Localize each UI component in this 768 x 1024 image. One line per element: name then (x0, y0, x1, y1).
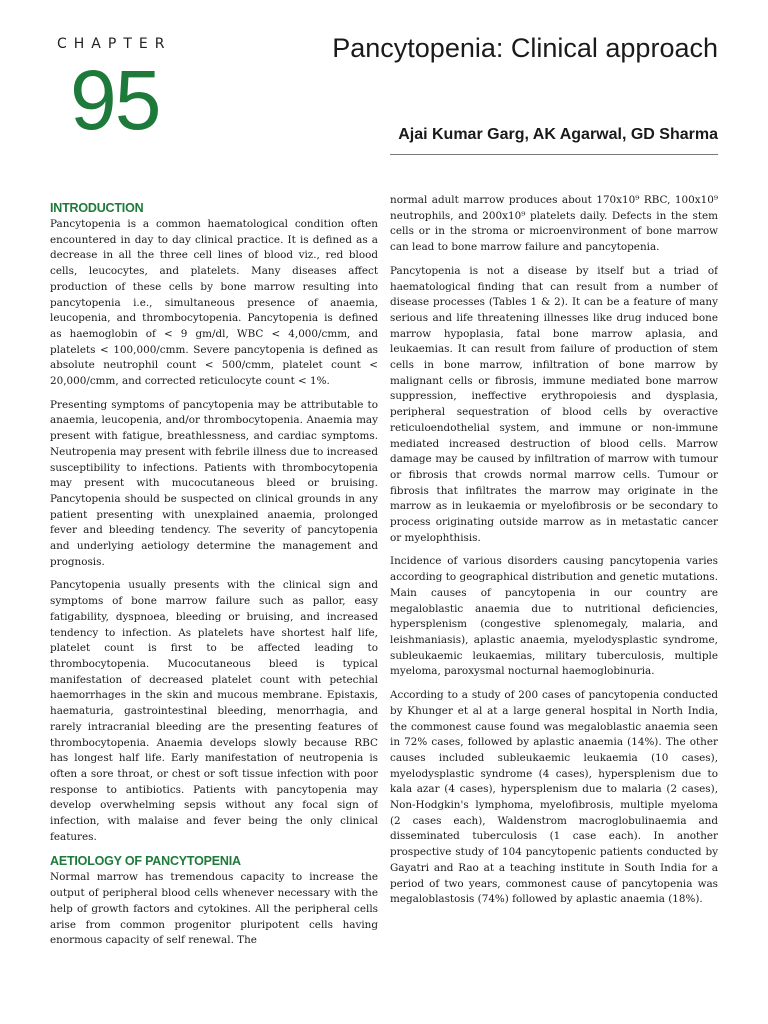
introduction-heading: INTRODUCTION (50, 201, 144, 215)
right-paragraph-1: normal adult marrow produces about 170x10⁹ RBC, 100x10⁹ neutrophils, and 200x10⁹ platelets daily. Defects in the stem cells or in the stroma or microenvironment of bone marrow can lead to bone marrow failure and pancytopenia. (390, 194, 718, 254)
right-paragraph-3: Incidence of various disorders causing pancytopenia varies according to geographical distribution and genetic mutations. Main causes of pancytopenia in our country are megaloblastic anaemia due to nutritional deficiencies, hypersplenism (congestive splenomegaly, malaria, and leishmaniasis), aplastic anaemia, myelodysplastic syndrome, subleukaemic leukaemias, military tuberculosis, multiple myeloma, paroxysmal nocturnal haemoglobinuria. (390, 555, 718, 678)
chapter-title: Pancytopenia: Clinical approach (332, 33, 718, 63)
left-column (50, 193, 378, 1004)
aetiology-paragraph-1: Normal marrow has tremendous capacity to increase the output of peripheral blood cells whenever necessary with the help of growth factors and cytokines. All the peripheral cells arise from common progenitor pluripotent cells having enormous capacity of self renewal. The (50, 871, 378, 947)
right-column (390, 193, 718, 1004)
intro-paragraph-2: Presenting symptoms of pancytopenia may be attributable to anaemia, leucopenia, and/or thrombocytopenia. Anaemia may present with fatigue, breathlessness, and cardiac symptoms. Neutropenia may present with febrile illness due to increased susceptibility to infections. Patients with thrombocytopenia may present with mucocutaneous bleed or bruising. Pancytopenia should be suspected on clinical grounds in any patient presenting with unexplained anaemia, prolonged fever and bleeding tendency. The severity of pancytopenia and underlying aetiology determine the management and prognosis. (50, 398, 378, 568)
intro-paragraph-1: Pancytopenia is a common haematological condition often encountered in day to day clinical practice. It is defined as a decrease in all the three cell lines of blood viz., red blood cells, leucocytes, and platelets. Many diseases affect production of these cells by bone marrow resulting into pancytopenia i.e., simultaneous presence of anaemia, leucopenia, and thrombocytopenia. Pancytopenia is defined as haemoglobin of < 9 gm/dl, WBC < 4,000/cmm, and platelets < 100,000/cmm. Severe pancytopenia is defined as absolute neutrophil count < 500/cmm, platelet count < 20,000/cmm, and corrected reticulocyte count < 1%. (50, 218, 378, 388)
aetiology-heading: AETIOLOGY OF PANCYTOPENIA (50, 854, 241, 869)
chapter-label: CHAPTER (57, 36, 172, 52)
chapter-number: 95 (70, 53, 160, 147)
right-paragraph-4: According to a study of 200 cases of pancytopenia conducted by Khunger et al at a large general hospital in North India, the commonest cause found was megaloblastic anaemia seen in 72% cases, followed by aplastic anaemia (14%). The other causes included subleukaemic leukaemia (10 cases), myelodysplastic syndrome (4 cases), hypersplenism due to kala azar (4 cases), hypersplenism due to malaria (2 cases), Non-Hodgkin's lymphoma, myelofibrosis, multiple myeloma (2 cases each), Waldenstrom macroglobulinaemia and disseminated tuberculosis (1 case each). In another prospective study of 104 pancytopenic patients conducted by Gayatri and Rao at a teaching institute in South India for a period of two years, commonest cause of pancytopenia was megaloblastosis (74%) followed by aplastic anaemia (18%). (390, 689, 718, 906)
authors: Ajai Kumar Garg, AK Agarwal, GD Sharma (398, 126, 718, 143)
title-divider (390, 154, 718, 155)
right-paragraph-2: Pancytopenia is not a disease by itself but a triad of haematological finding that can result from a number of disease processes (Tables 1 & 2). It can be a feature of many serious and life threatening illnesses like drug induced bone marrow hypoplasia, fatal bone marrow aplasia, and leukaemias. It can result from failure of production of stem cells in bone marrow, infiltration of bone marrow by malignant cells or fibrosis, immune mediated bone marrow suppression, ineffective erythropoiesis and dysplasia, peripheral sequestration of blood cells by overactive reticuloendothelial system, and immune or non-immune mediated increased destruction of blood cells. Marrow damage may be caused by infiltration of marrow with tumour or fibrosis that crowds normal marrow cells. Tumour or fibrosis that infiltrates the marrow may originate in the marrow as in leukaemia or myelofibrosis or be secondary to process originating outside marrow as in metastatic cancer or myelophthisis. (390, 264, 718, 544)
intro-paragraph-3: Pancytopenia usually presents with the clinical sign and symptoms of bone marrow failure such as pallor, easy fatigability, dyspnoea, bleeding or bruising, and increased tendency to infection. As platelets have shortest half life, platelet count is first to be affected leading to thrombocytopenia. Mucocutaneous bleed is typical manifestation of decreased platelet count with petechial haemorrhages in the skin and mucous membrane. Epistaxis, haematuria, gastrointestinal bleeding, menorrhagia, and rarely intracranial bleeding are the presenting features of thrombocytopenia. Anaemia develops slowly because RBC has longest half life. Early manifestation of neutropenia is often a sore throat, or chest or soft tissue infection with poor response to antibiotics. Patients with pancytopenia may develop overwhelming sepsis without any focal sign of infection, with malaise and fever being the only clinical features. (50, 579, 378, 843)
